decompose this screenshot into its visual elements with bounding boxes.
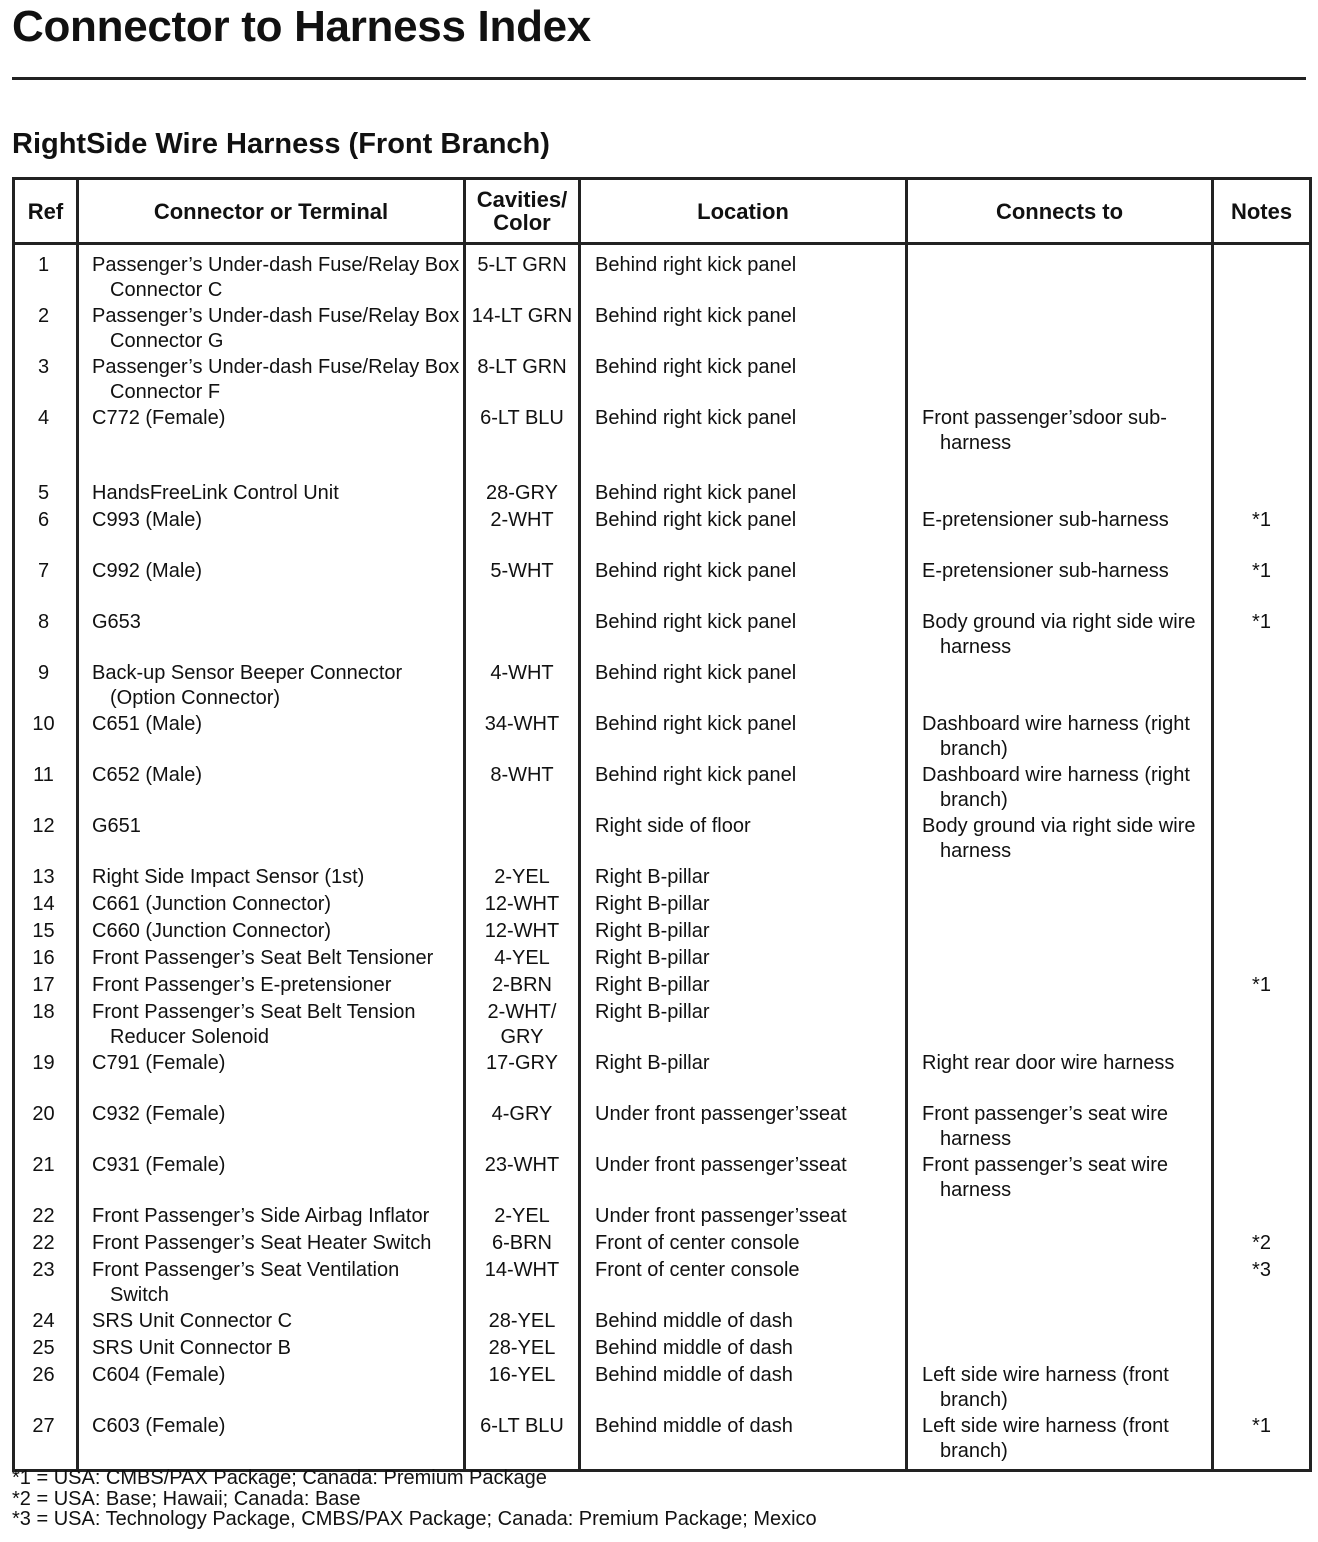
cell-location: Behind middle of dash [580, 1336, 907, 1363]
cell-notes: *1 [1213, 559, 1311, 610]
cell-connector: C932 (Female) [78, 1102, 465, 1153]
title-divider [12, 77, 1306, 80]
cell-location: Front of center console [580, 1231, 907, 1258]
cell-notes [1213, 355, 1311, 406]
cell-connector: C931 (Female) [78, 1153, 465, 1204]
cell-location: Behind right kick panel [580, 481, 907, 508]
table-row [14, 712, 1311, 763]
cell-connects-to: Body ground via right side wire harness [907, 814, 1213, 865]
cell-connector: Passenger’s Under-dash Fuse/Relay Box Connector C [78, 253, 465, 304]
cell-ref: 12 [32, 815, 55, 837]
cell-ref: 21 [32, 1154, 55, 1176]
cell-connector: C791 (Female) [78, 1051, 465, 1102]
cell-notes: *1 [1213, 973, 1311, 1000]
cell-connector: Passenger’s Under-dash Fuse/Relay Box Connector G [78, 304, 465, 355]
cell-connector: Front Passenger’s Seat Belt Tensioner [78, 946, 465, 973]
cell-connects-to [907, 661, 1213, 712]
cell-ref: 10 [32, 713, 55, 735]
table-row [14, 1231, 1311, 1258]
cell-connector: G653 [78, 610, 465, 661]
cell-connector: SRS Unit Connector B [78, 1336, 465, 1363]
cell-cavities-color: 2-WHT [465, 508, 580, 559]
cell-location: Right B-pillar [580, 865, 907, 892]
header-cavities-color: Cavities/ Color [465, 179, 580, 244]
table-row [14, 1258, 1311, 1309]
cell-location: Right B-pillar [580, 892, 907, 919]
table-row [14, 481, 1311, 508]
cell-notes [1213, 763, 1311, 814]
table-row [14, 865, 1311, 892]
cell-ref: 15 [32, 920, 55, 942]
cell-connects-to: E-pretensioner sub-harness [907, 508, 1213, 559]
cell-location: Right B-pillar [580, 946, 907, 973]
cell-notes: *2 [1213, 1231, 1311, 1258]
cell-connects-to [907, 1204, 1213, 1231]
table-row [14, 1309, 1311, 1336]
cell-cavities-color [465, 610, 580, 661]
cell-connects-to [907, 304, 1213, 355]
cell-location: Behind right kick panel [580, 406, 907, 481]
cell-connects-to [907, 253, 1213, 304]
cell-connects-to: Left side wire harness (front branch) [907, 1363, 1213, 1414]
cell-cavities-color: 2-WHT/ GRY [465, 1000, 580, 1051]
cell-cavities-color: 28-GRY [465, 481, 580, 508]
cell-connector: Back-up Sensor Beeper Connector (Option Connector) [78, 661, 465, 712]
cell-cavities-color: 28-YEL [465, 1336, 580, 1363]
cell-notes: *1 [1213, 1414, 1311, 1471]
header-notes: Notes [1213, 179, 1311, 244]
cell-location: Right B-pillar [580, 1000, 907, 1051]
cell-notes [1213, 946, 1311, 973]
cell-cavities-color: 12-WHT [465, 892, 580, 919]
cell-cavities-color: 17-GRY [465, 1051, 580, 1102]
cell-location: Behind right kick panel [580, 355, 907, 406]
cell-ref: 1 [37, 254, 50, 276]
table-row [14, 1102, 1311, 1153]
cell-location: Front of center console [580, 1258, 907, 1309]
table-row [14, 1363, 1311, 1414]
cell-cavities-color: 5-WHT [465, 559, 580, 610]
table-row [14, 892, 1311, 919]
cell-cavities-color: 4-GRY [465, 1102, 580, 1153]
cell-connects-to: Dashboard wire harness (right branch) [907, 712, 1213, 763]
cell-cavities-color: 6-LT BLU [465, 1414, 580, 1471]
connector-index-table [12, 177, 1312, 1472]
cell-notes [1213, 892, 1311, 919]
cell-connects-to: E-pretensioner sub-harness [907, 559, 1213, 610]
header-ref: Ref [14, 179, 78, 244]
cell-location: Behind right kick panel [580, 559, 907, 610]
cell-location: Behind right kick panel [580, 253, 907, 304]
cell-connects-to [907, 919, 1213, 946]
cell-ref: 23 [32, 1259, 55, 1281]
cell-connects-to: Left side wire harness (front branch) [907, 1414, 1213, 1471]
table-row [14, 814, 1311, 865]
cell-notes [1213, 1363, 1311, 1414]
cell-ref: 6 [37, 509, 50, 531]
cell-notes [1213, 253, 1311, 304]
cell-cavities-color: 2-BRN [465, 973, 580, 1000]
cell-ref: 11 [33, 764, 54, 786]
cell-ref: 18 [32, 1001, 55, 1023]
table-row [14, 1336, 1311, 1363]
cell-ref: 27 [32, 1415, 55, 1437]
cell-connector: HandsFreeLink Control Unit [78, 481, 465, 508]
cell-ref: 20 [32, 1103, 55, 1125]
cell-location: Behind right kick panel [580, 712, 907, 763]
cell-location: Right B-pillar [580, 1051, 907, 1102]
cell-location: Under front passenger’sseat [580, 1102, 907, 1153]
table-row [14, 304, 1311, 355]
cell-cavities-color [465, 814, 580, 865]
cell-notes [1213, 1336, 1311, 1363]
cell-ref: 9 [37, 662, 50, 684]
cell-connector: G651 [78, 814, 465, 865]
cell-location: Behind middle of dash [580, 1309, 907, 1336]
cell-connector: Passenger’s Under-dash Fuse/Relay Box Connector F [78, 355, 465, 406]
table-row [14, 406, 1311, 481]
table-row [14, 253, 1311, 304]
cell-notes [1213, 406, 1311, 481]
cell-notes [1213, 1051, 1311, 1102]
table-row [14, 610, 1311, 661]
cell-connects-to [907, 1258, 1213, 1309]
footnote-2: *2 = USA: Base; Hawaii; Canada: Base [12, 1487, 361, 1510]
cell-connects-to: Dashboard wire harness (right branch) [907, 763, 1213, 814]
cell-connects-to: Front passenger’sdoor sub-harness [907, 406, 1213, 481]
table-row [14, 919, 1311, 946]
cell-connector: Front Passenger’s Side Airbag Inflator [78, 1204, 465, 1231]
cell-location: Behind right kick panel [580, 661, 907, 712]
cell-ref: 7 [37, 560, 50, 582]
cell-ref: 26 [32, 1364, 55, 1386]
table-row [14, 973, 1311, 1000]
cell-connects-to [907, 946, 1213, 973]
cell-cavities-color: 14-WHT [465, 1258, 580, 1309]
cell-cavities-color: 28-YEL [465, 1309, 580, 1336]
cell-ref: 17 [32, 974, 55, 996]
header-connector: Connector or Terminal [78, 179, 465, 244]
section-title: RightSide Wire Harness (Front Branch) [12, 128, 550, 160]
cell-ref: 5 [37, 482, 50, 504]
cell-connects-to [907, 973, 1213, 1000]
cell-ref: 22 [32, 1205, 55, 1227]
cell-ref: 4 [37, 407, 50, 429]
cell-connector: C660 (Junction Connector) [78, 919, 465, 946]
cell-ref: 2 [37, 305, 50, 327]
cell-connects-to [907, 865, 1213, 892]
table-row [14, 1204, 1311, 1231]
table-row [14, 763, 1311, 814]
cell-notes [1213, 814, 1311, 865]
cell-cavities-color: 4-YEL [465, 946, 580, 973]
table-row [14, 946, 1311, 973]
cell-ref: 16 [32, 947, 55, 969]
header-connects-to: Connects to [907, 179, 1213, 244]
cell-ref: 13 [32, 866, 55, 888]
cell-connector: C604 (Female) [78, 1363, 465, 1414]
footnote-1: *1 = USA: CMBS/PAX Package; Canada: Premium Package [12, 1467, 547, 1489]
cell-connector: Front Passenger’s Seat Ventilation Switch [78, 1258, 465, 1309]
cell-notes: *1 [1213, 610, 1311, 661]
cell-notes [1213, 1000, 1311, 1051]
cell-ref: 22 [32, 1232, 55, 1254]
cell-connects-to: Front passenger’s seat wire harness [907, 1102, 1213, 1153]
cell-notes [1213, 712, 1311, 763]
cell-connects-to: Right rear door wire harness [907, 1051, 1213, 1102]
table-body [14, 244, 1311, 1471]
cell-connector: C603 (Female) [78, 1414, 465, 1471]
table-spacer-row [14, 244, 1311, 254]
cell-notes: *1 [1213, 508, 1311, 559]
cell-connector: C651 (Male) [78, 712, 465, 763]
cell-notes [1213, 1102, 1311, 1153]
cell-location: Under front passenger’sseat [580, 1153, 907, 1204]
cell-cavities-color: 4-WHT [465, 661, 580, 712]
cell-cavities-color: 5-LT GRN [465, 253, 580, 304]
cell-location: Right B-pillar [580, 919, 907, 946]
table-row [14, 1414, 1311, 1471]
cell-location: Behind right kick panel [580, 610, 907, 661]
cell-connector: SRS Unit Connector C [78, 1309, 465, 1336]
cell-connects-to [907, 1000, 1213, 1051]
cell-location: Right side of floor [580, 814, 907, 865]
cell-ref: 8 [37, 611, 50, 633]
cell-location: Under front passenger’sseat [580, 1204, 907, 1231]
table-row [14, 1051, 1311, 1102]
table-row [14, 559, 1311, 610]
cell-cavities-color: 6-LT BLU [465, 406, 580, 481]
cell-cavities-color: 2-YEL [465, 1204, 580, 1231]
cell-notes [1213, 1204, 1311, 1231]
cell-location: Behind middle of dash [580, 1363, 907, 1414]
cell-connects-to [907, 1231, 1213, 1258]
cell-connects-to [907, 481, 1213, 508]
cell-location: Behind right kick panel [580, 508, 907, 559]
cell-location: Behind right kick panel [580, 304, 907, 355]
cell-cavities-color: 6-BRN [465, 1231, 580, 1258]
cell-cavities-color: 14-LT GRN [465, 304, 580, 355]
cell-notes [1213, 1153, 1311, 1204]
cell-notes [1213, 304, 1311, 355]
cell-connector: Front Passenger’s Seat Belt Tension Reducer Solenoid [78, 1000, 465, 1051]
cell-connects-to: Front passenger’s seat wire harness [907, 1153, 1213, 1204]
table-row [14, 508, 1311, 559]
cell-notes [1213, 481, 1311, 508]
cell-cavities-color: 23-WHT [465, 1153, 580, 1204]
cell-connector: Front Passenger’s E-pretensioner [78, 973, 465, 1000]
cell-connector: C652 (Male) [78, 763, 465, 814]
cell-location: Right B-pillar [580, 973, 907, 1000]
cell-notes [1213, 1309, 1311, 1336]
cell-notes [1213, 865, 1311, 892]
header-location: Location [580, 179, 907, 244]
cell-cavities-color: 8-WHT [465, 763, 580, 814]
cell-cavities-color: 34-WHT [465, 712, 580, 763]
cell-connects-to: Body ground via right side wire harness [907, 610, 1213, 661]
footnote-3: *3 = USA: Technology Package, CMBS/PAX Package; Canada: Premium Package; Mexico [12, 1508, 817, 1530]
cell-cavities-color: 12-WHT [465, 919, 580, 946]
table-row [14, 1000, 1311, 1051]
cell-notes: *3 [1213, 1258, 1311, 1309]
cell-cavities-color: 8-LT GRN [465, 355, 580, 406]
cell-ref: 19 [32, 1052, 55, 1074]
cell-connects-to [907, 1336, 1213, 1363]
cell-connector: Right Side Impact Sensor (1st) [78, 865, 465, 892]
cell-connector: C992 (Male) [78, 559, 465, 610]
cell-ref: 24 [32, 1310, 55, 1332]
cell-connector: C661 (Junction Connector) [78, 892, 465, 919]
cell-ref: 3 [37, 356, 50, 378]
cell-cavities-color: 2-YEL [465, 865, 580, 892]
cell-connector: C772 (Female) [78, 406, 465, 481]
page-title: Connector to Harness Index [12, 2, 591, 51]
cell-connector: C993 (Male) [78, 508, 465, 559]
table-row [14, 355, 1311, 406]
cell-location: Behind middle of dash [580, 1414, 907, 1471]
cell-cavities-color: 16-YEL [465, 1363, 580, 1414]
cell-connects-to [907, 355, 1213, 406]
cell-ref: 14 [32, 893, 55, 915]
table-row [14, 661, 1311, 712]
cell-notes [1213, 661, 1311, 712]
footnotes [12, 1468, 817, 1530]
cell-connector: Front Passenger’s Seat Heater Switch [78, 1231, 465, 1258]
cell-connects-to [907, 1309, 1213, 1336]
cell-notes [1213, 919, 1311, 946]
cell-ref: 25 [32, 1337, 55, 1359]
cell-location: Behind right kick panel [580, 763, 907, 814]
table-row [14, 1153, 1311, 1204]
table-header-row [14, 179, 1311, 244]
cell-connects-to [907, 892, 1213, 919]
